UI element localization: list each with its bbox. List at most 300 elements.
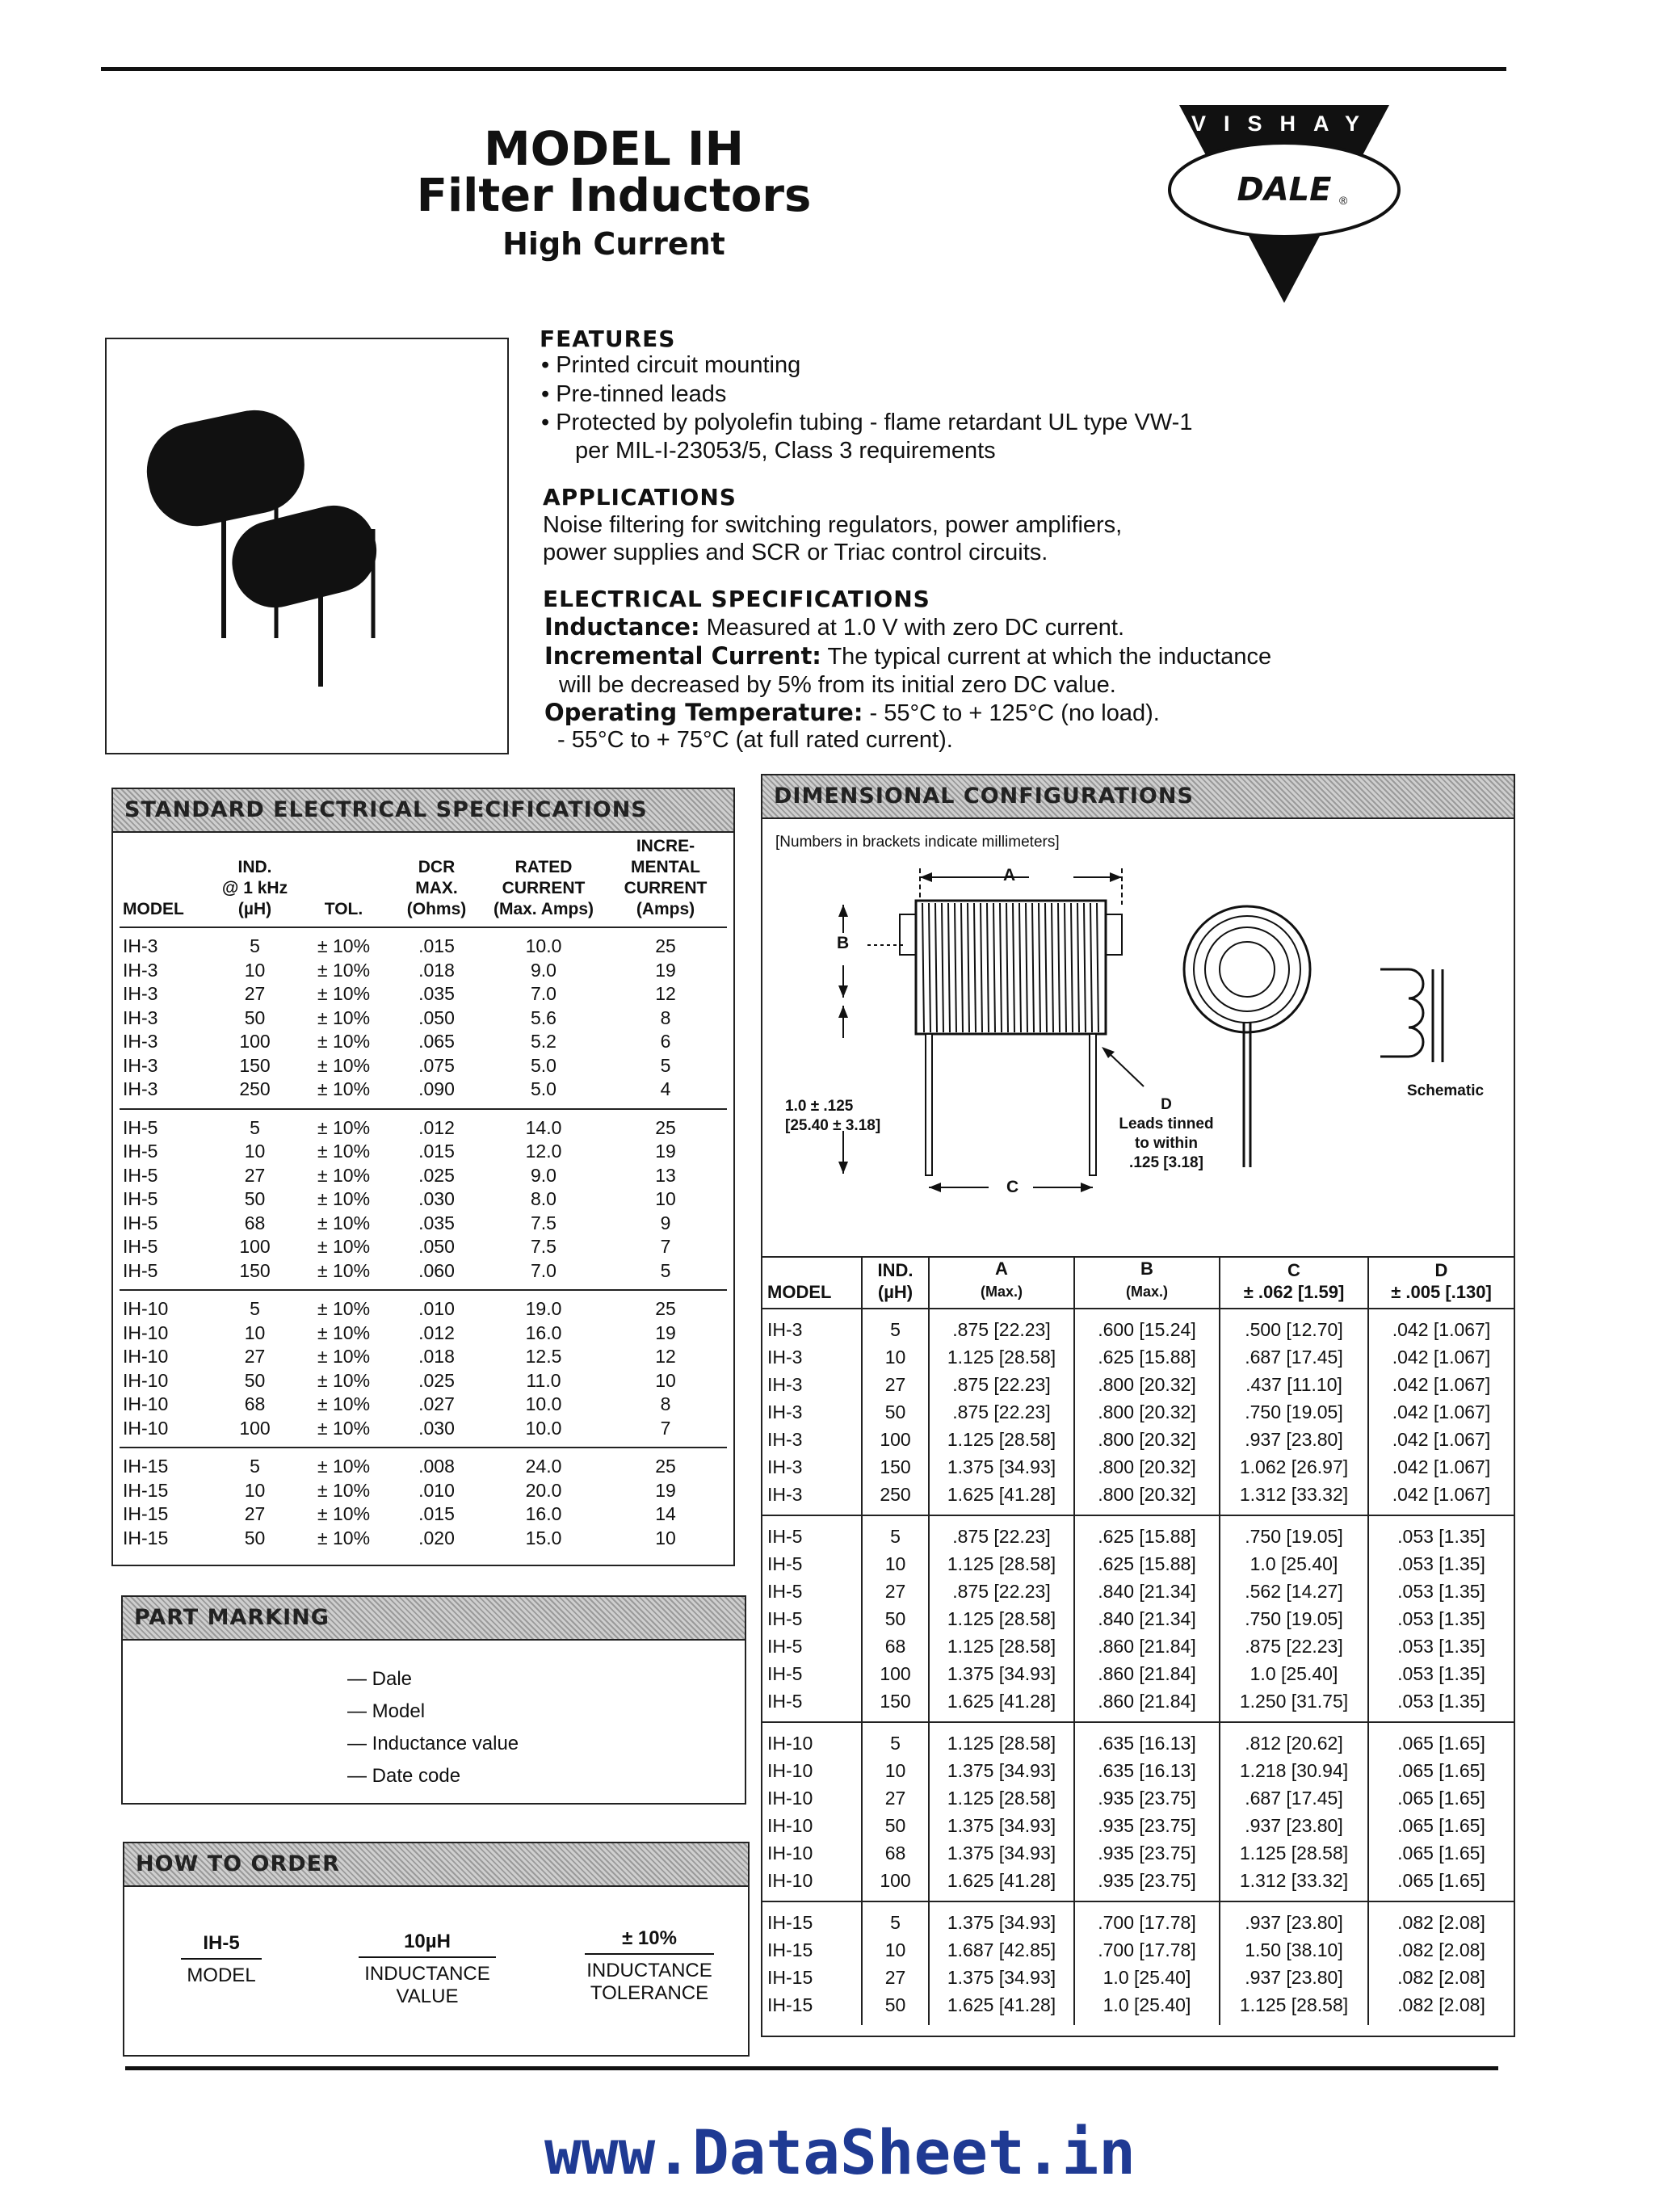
table-cell: 150 — [862, 1687, 929, 1722]
table-cell: ± 10% — [317, 1259, 371, 1281]
applications-heading: APPLICATIONS — [543, 484, 737, 511]
table-cell: 12 — [655, 983, 676, 1004]
applications-text: power supplies and SCR or Triac control circuits. — [543, 540, 1048, 565]
table-cell: 250 — [862, 1481, 929, 1515]
table-cell: .018 — [418, 1346, 455, 1367]
table-cell: 1.50 [38.10] — [1220, 1936, 1368, 1964]
table-cell: 5.0 — [531, 1054, 556, 1076]
table-cell: .687 [17.45] — [1220, 1343, 1368, 1371]
table-cell: .625 [15.88] — [1074, 1515, 1220, 1550]
table-cell: .053 [1.35] — [1397, 1526, 1485, 1547]
table-cell: 27 — [862, 1964, 929, 1991]
table-cell: ± 10% — [317, 1321, 371, 1343]
table-cell: IH-3 — [762, 1453, 862, 1481]
table-cell: 5.2 — [531, 1031, 556, 1052]
col-incremental: INCRE- MENTAL CURRENT (Amps) — [624, 837, 708, 918]
table-cell: .015 — [418, 1503, 455, 1524]
table-cell: IH-15 — [762, 1936, 862, 1964]
table-row — [120, 982, 727, 1006]
table-row — [762, 1515, 1514, 1550]
dim-label-c: C — [1006, 1178, 1019, 1196]
table-cell: 1.375 [34.93] — [929, 1453, 1074, 1481]
footer-watermark: www.DataSheet.in — [544, 2116, 1136, 2188]
table-cell: .635 [16.13] — [1074, 1757, 1220, 1784]
inductor-photo-icon — [107, 339, 507, 753]
table-row — [120, 1078, 727, 1109]
table-row — [120, 1109, 727, 1141]
table-cell: .035 — [418, 1212, 455, 1233]
table-cell: .860 [21.84] — [1074, 1632, 1220, 1660]
table-cell: .082 [2.08] — [1397, 1994, 1485, 2015]
table-row — [762, 1936, 1514, 1964]
table-cell: 8.0 — [531, 1188, 556, 1209]
table-cell: 1.312 [33.32] — [1220, 1867, 1368, 1901]
table-cell: IH-10 — [123, 1417, 169, 1439]
table-cell: IH-10 — [123, 1369, 169, 1391]
table-cell: IH-10 — [762, 1867, 862, 1901]
table-cell: 1.062 [26.97] — [1220, 1453, 1368, 1481]
table-cell: 1.0 [25.40] — [1220, 1550, 1368, 1578]
table-row — [120, 1448, 727, 1479]
table-row — [762, 1757, 1514, 1784]
order-inductance-value: 10µH — [359, 1931, 496, 1958]
schematic-label: Schematic — [1407, 1082, 1485, 1099]
table-row — [120, 1259, 727, 1291]
table-cell: 10 — [244, 1321, 266, 1343]
table-cell: 10 — [655, 1527, 676, 1548]
table-cell: IH-3 — [123, 1054, 158, 1076]
table-cell: 27 — [862, 1578, 929, 1605]
order-model-label: MODEL — [187, 1964, 256, 1986]
temperature-spec-cont: - 55°C to + 75°C (at full rated current). — [557, 727, 953, 753]
table-cell: 5 — [660, 1259, 671, 1281]
table-row — [762, 1371, 1514, 1398]
table-cell: .025 — [418, 1164, 455, 1186]
table-cell: 50 — [862, 1605, 929, 1632]
table-row — [120, 1006, 727, 1031]
table-cell: .090 — [418, 1078, 455, 1099]
table-cell: 10 — [862, 1550, 929, 1578]
table-cell: IH-10 — [123, 1298, 169, 1319]
table-cell: 1.125 [28.58] — [1220, 1839, 1368, 1867]
order-tolerance — [569, 1927, 730, 2005]
table-cell: 50 — [244, 1006, 266, 1028]
table-cell: 27 — [862, 1371, 929, 1398]
table-cell: IH-5 — [762, 1515, 862, 1550]
part-marking-item: — Inductance value — [347, 1733, 519, 1754]
table-cell: 10.0 — [525, 1417, 562, 1439]
table-cell: 10 — [244, 1141, 266, 1162]
table-cell: IH-5 — [123, 1212, 158, 1233]
std-specs-table — [120, 836, 727, 1557]
table-cell: ± 10% — [317, 1031, 371, 1052]
table-cell: 5 — [862, 1515, 929, 1550]
table-cell: .875 [22.23] — [929, 1398, 1074, 1426]
table-cell: .750 [19.05] — [1220, 1515, 1368, 1550]
table-cell: IH-15 — [123, 1527, 169, 1548]
table-cell: 50 — [244, 1188, 266, 1209]
dimensional-table — [762, 1256, 1514, 2025]
table-cell: 1.0 [25.40] — [1074, 1991, 1220, 2025]
table-cell: 8 — [660, 1006, 671, 1028]
table-cell: .030 — [418, 1417, 455, 1439]
table-cell: .437 [11.10] — [1220, 1371, 1368, 1398]
table-cell: .800 [20.32] — [1074, 1426, 1220, 1453]
table-cell: .935 [23.75] — [1074, 1839, 1220, 1867]
table-cell: .082 [2.08] — [1397, 1939, 1485, 1960]
table-cell: .700 [17.78] — [1074, 1901, 1220, 1936]
table-cell: 1.375 [34.93] — [929, 1901, 1074, 1936]
table-cell: 7.5 — [531, 1236, 556, 1257]
table-row — [120, 1212, 727, 1236]
order-inductance-label2: VALUE — [396, 1985, 459, 2007]
table-cell: 16.0 — [525, 1321, 562, 1343]
table-cell: .065 — [418, 1031, 455, 1052]
feature-item: • Pre-tinned leads — [541, 381, 727, 407]
table-cell: IH-10 — [762, 1722, 862, 1757]
dimensional-box — [761, 774, 1515, 2037]
table-cell: IH-10 — [123, 1346, 169, 1367]
table-cell: 13 — [655, 1164, 676, 1186]
table-cell: .053 [1.35] — [1397, 1636, 1485, 1657]
table-cell: 4 — [660, 1078, 671, 1099]
table-cell: .935 [23.75] — [1074, 1867, 1220, 1901]
table-row — [762, 1964, 1514, 1991]
table-row — [762, 1632, 1514, 1660]
table-cell: ± 10% — [317, 1346, 371, 1367]
table-cell: .840 [21.34] — [1074, 1605, 1220, 1632]
table-cell: 1.375 [34.93] — [929, 1757, 1074, 1784]
order-tolerance-label: INDUCTANCE — [586, 1960, 712, 1981]
table-cell: 50 — [862, 1991, 929, 2025]
table-cell: 9.0 — [531, 959, 556, 981]
table-cell: IH-15 — [762, 1901, 862, 1936]
dim-col-a: A (Max.) — [929, 1257, 1074, 1309]
top-rule — [101, 67, 1506, 71]
table-cell: 25 — [655, 1298, 676, 1319]
table-cell: .875 [22.23] — [929, 1515, 1074, 1550]
table-cell: .042 [1.067] — [1392, 1401, 1491, 1422]
table-cell: .053 [1.35] — [1397, 1581, 1485, 1602]
order-inductance — [334, 1931, 520, 2008]
table-cell: .065 [1.65] — [1397, 1788, 1485, 1809]
table-cell: IH-10 — [762, 1839, 862, 1867]
table-cell: 20.0 — [525, 1479, 562, 1501]
table-cell: 7.0 — [531, 1259, 556, 1281]
table-cell: 19.0 — [525, 1298, 562, 1319]
table-row — [762, 1722, 1514, 1757]
table-row — [762, 1578, 1514, 1605]
table-cell: ± 10% — [317, 1141, 371, 1162]
table-cell: 8 — [660, 1393, 671, 1414]
table-cell: .840 [21.34] — [1074, 1578, 1220, 1605]
temperature-spec: Operating Temperature: - 55°C to + 125°C (no load). — [544, 699, 1160, 726]
table-row — [120, 1140, 727, 1164]
table-cell: ± 10% — [317, 1417, 371, 1439]
table-cell: 27 — [862, 1784, 929, 1812]
table-cell: 15.0 — [525, 1527, 562, 1548]
table-cell: 27 — [244, 1164, 266, 1186]
table-cell: 27 — [244, 1346, 266, 1367]
electrical-heading: ELECTRICAL SPECIFICATIONS — [543, 586, 930, 612]
part-marking-item: — Model — [347, 1700, 426, 1722]
table-cell: .935 [23.75] — [1074, 1784, 1220, 1812]
page-title-line2: Filter Inductors — [416, 170, 812, 222]
table-cell: IH-10 — [762, 1784, 862, 1812]
table-cell: 10 — [655, 1369, 676, 1391]
table-cell: .018 — [418, 959, 455, 981]
table-cell: IH-3 — [762, 1309, 862, 1343]
table-cell: 1.625 [41.28] — [929, 1867, 1074, 1901]
table-cell: IH-15 — [762, 1991, 862, 2025]
table-row — [120, 1290, 727, 1321]
table-cell: .050 — [418, 1006, 455, 1028]
table-cell: .015 — [418, 1141, 455, 1162]
table-cell: 7.5 — [531, 1212, 556, 1233]
table-cell: 1.312 [33.32] — [1220, 1481, 1368, 1515]
table-cell: ± 10% — [317, 1503, 371, 1524]
table-row — [762, 1812, 1514, 1839]
table-cell: IH-10 — [762, 1757, 862, 1784]
table-row — [120, 1187, 727, 1212]
table-cell: .012 — [418, 1116, 455, 1138]
table-cell: ± 10% — [317, 1164, 371, 1186]
table-cell: .053 [1.35] — [1397, 1608, 1485, 1629]
table-cell: .082 [2.08] — [1397, 1967, 1485, 1988]
dim-label-b: B — [837, 934, 850, 952]
table-cell: IH-5 — [762, 1687, 862, 1722]
table-cell: .053 [1.35] — [1397, 1663, 1485, 1684]
table-row — [762, 1398, 1514, 1426]
table-cell: .875 [22.23] — [929, 1371, 1074, 1398]
inductance-spec: Inductance: Measured at 1.0 V with zero DC current. — [544, 613, 1125, 641]
table-cell: .800 [20.32] — [1074, 1453, 1220, 1481]
table-cell: IH-5 — [123, 1188, 158, 1209]
table-cell: .750 [19.05] — [1220, 1398, 1368, 1426]
table-cell: 14 — [655, 1503, 676, 1524]
table-cell: .937 [23.80] — [1220, 1964, 1368, 1991]
table-row — [762, 1605, 1514, 1632]
std-specs-banner: STANDARD ELECTRICAL SPECIFICATIONS — [113, 789, 733, 833]
table-cell: IH-5 — [762, 1660, 862, 1687]
table-row — [120, 1345, 727, 1369]
table-cell: 6 — [660, 1031, 671, 1052]
dim-col-ind: IND. (µH) — [862, 1257, 929, 1309]
table-cell: IH-5 — [762, 1632, 862, 1660]
table-cell: .562 [14.27] — [1220, 1578, 1368, 1605]
page-title: MODEL IH — [483, 121, 745, 176]
table-cell: 1.375 [34.93] — [929, 1660, 1074, 1687]
table-cell: 50 — [862, 1812, 929, 1839]
table-cell: ± 10% — [317, 1369, 371, 1391]
table-cell: ± 10% — [317, 1116, 371, 1138]
table-cell: 5 — [862, 1722, 929, 1757]
table-cell: IH-5 — [123, 1164, 158, 1186]
table-cell: 5 — [250, 1456, 260, 1477]
table-cell: 12.5 — [525, 1346, 562, 1367]
logo-vishay-text: VISHAY — [1191, 111, 1378, 136]
table-cell: 10 — [655, 1188, 676, 1209]
table-row — [120, 959, 727, 983]
table-row — [120, 1321, 727, 1346]
table-cell: .937 [23.80] — [1220, 1901, 1368, 1936]
dim-label-a: A — [1003, 866, 1016, 885]
product-photo — [105, 338, 509, 754]
table-cell: 10 — [244, 1479, 266, 1501]
dim-col-b: B (Max.) — [1074, 1257, 1220, 1309]
table-cell: 68 — [862, 1632, 929, 1660]
table-row — [762, 1839, 1514, 1867]
table-cell: ± 10% — [317, 1298, 371, 1319]
table-cell: IH-3 — [123, 983, 158, 1004]
table-cell: 100 — [239, 1031, 271, 1052]
table-cell: 100 — [862, 1426, 929, 1453]
table-cell: .700 [17.78] — [1074, 1936, 1220, 1964]
table-cell: .065 [1.65] — [1397, 1760, 1485, 1781]
how-to-order-box — [123, 1842, 750, 2057]
table-cell: .053 [1.35] — [1397, 1691, 1485, 1712]
table-cell: 1.625 [41.28] — [929, 1991, 1074, 2025]
table-cell: .042 [1.067] — [1392, 1319, 1491, 1340]
col-ind: IND. @ 1 kHz (µH) — [221, 858, 288, 918]
table-cell: 150 — [239, 1259, 271, 1281]
table-cell: 1.125 [28.58] — [929, 1426, 1074, 1453]
table-cell: 27 — [244, 1503, 266, 1524]
table-row — [120, 1164, 727, 1188]
table-cell: 1.218 [30.94] — [1220, 1757, 1368, 1784]
table-cell: 150 — [239, 1054, 271, 1076]
table-cell: IH-10 — [123, 1393, 169, 1414]
table-cell: 100 — [862, 1867, 929, 1901]
table-cell: .010 — [418, 1298, 455, 1319]
table-cell: .042 [1.067] — [1392, 1347, 1491, 1368]
table-cell: 5 — [862, 1309, 929, 1343]
table-row — [120, 1527, 727, 1557]
table-cell: 9 — [660, 1212, 671, 1233]
table-cell: .750 [19.05] — [1220, 1605, 1368, 1632]
table-cell: .042 [1.067] — [1392, 1374, 1491, 1395]
table-cell: 1.375 [34.93] — [929, 1964, 1074, 1991]
table-cell: 68 — [244, 1393, 266, 1414]
table-cell: 24.0 — [525, 1456, 562, 1477]
dim-leads-note: D Leads tinned to within .125 [3.18] — [1119, 1096, 1214, 1171]
table-cell: 68 — [862, 1839, 929, 1867]
table-cell: 14.0 — [525, 1116, 562, 1138]
table-row — [762, 1481, 1514, 1515]
table-cell: 5.0 — [531, 1078, 556, 1099]
table-cell: .030 — [418, 1188, 455, 1209]
table-row — [762, 1867, 1514, 1901]
table-cell: 5 — [862, 1901, 929, 1936]
table-cell: .027 — [418, 1393, 455, 1414]
table-cell: IH-5 — [123, 1236, 158, 1257]
table-cell: .042 [1.067] — [1392, 1484, 1491, 1505]
table-row — [120, 1502, 727, 1527]
table-cell: 1.125 [28.58] — [929, 1550, 1074, 1578]
table-cell: .875 [22.23] — [929, 1578, 1074, 1605]
table-cell: IH-3 — [123, 1078, 158, 1099]
logo-dale-text: DALE — [1237, 171, 1332, 208]
table-cell: 5.6 — [531, 1006, 556, 1028]
std-specs-box — [111, 788, 735, 1566]
table-cell: 5 — [250, 1298, 260, 1319]
table-cell: 1.125 [28.58] — [929, 1343, 1074, 1371]
col-model: MODEL — [123, 900, 184, 918]
table-cell: .860 [21.84] — [1074, 1687, 1220, 1722]
feature-item: • Protected by polyolefin tubing - flame retardant UL type VW-1 — [541, 410, 1193, 435]
table-cell: 10 — [862, 1757, 929, 1784]
table-row — [762, 1550, 1514, 1578]
table-cell: .020 — [418, 1527, 455, 1548]
table-cell: 1.375 [34.93] — [929, 1812, 1074, 1839]
table-cell: ± 10% — [317, 1006, 371, 1028]
how-to-order-banner: HOW TO ORDER — [124, 1843, 748, 1887]
table-cell: .935 [23.75] — [1074, 1812, 1220, 1839]
incremental-spec-cont: will be decreased by 5% from its initial zero DC value. — [559, 672, 1116, 698]
table-cell: 9.0 — [531, 1164, 556, 1186]
table-cell: .008 — [418, 1456, 455, 1477]
table-row — [762, 1901, 1514, 1936]
feature-item: • Printed circuit mounting — [541, 352, 801, 378]
table-cell: IH-3 — [762, 1481, 862, 1515]
table-cell: .687 [17.45] — [1220, 1784, 1368, 1812]
table-cell: 11.0 — [526, 1369, 561, 1391]
table-cell: 10.0 — [525, 1393, 562, 1414]
table-cell: ± 10% — [317, 1078, 371, 1099]
table-cell: .812 [20.62] — [1220, 1722, 1368, 1757]
table-cell: IH-5 — [123, 1141, 158, 1162]
table-cell: 1.250 [31.75] — [1220, 1687, 1368, 1722]
table-cell: .875 [22.23] — [1220, 1632, 1368, 1660]
table-cell: ± 10% — [317, 1188, 371, 1209]
table-cell: ± 10% — [317, 1479, 371, 1501]
table-cell: IH-3 — [762, 1343, 862, 1371]
table-cell: IH-3 — [123, 959, 158, 981]
table-cell: ± 10% — [317, 1456, 371, 1477]
table-cell: 10 — [862, 1936, 929, 1964]
table-cell: 50 — [244, 1369, 266, 1391]
table-cell: .800 [20.32] — [1074, 1371, 1220, 1398]
part-marking-item: — Date code — [347, 1765, 461, 1787]
table-cell: ± 10% — [317, 1212, 371, 1233]
table-cell: 19 — [655, 1321, 676, 1343]
table-cell: IH-3 — [123, 935, 158, 956]
feature-item-cont: per MIL-I-23053/5, Class 3 requirements — [575, 438, 996, 464]
table-cell: IH-15 — [123, 1456, 169, 1477]
table-cell: 16.0 — [525, 1503, 562, 1524]
table-row — [120, 1393, 727, 1417]
table-row — [762, 1453, 1514, 1481]
table-cell: 100 — [862, 1660, 929, 1687]
table-row — [762, 1343, 1514, 1371]
table-cell: .053 [1.35] — [1397, 1553, 1485, 1574]
table-cell: .875 [22.23] — [929, 1309, 1074, 1343]
table-cell: .082 [2.08] — [1397, 1912, 1485, 1933]
dim-lead-length: 1.0 ± .125 [25.40 ± 3.18] — [785, 1098, 881, 1134]
table-row — [120, 1030, 727, 1054]
table-cell: 7.0 — [531, 983, 556, 1004]
dimension-note: [Numbers in brackets indicate millimeters] — [775, 834, 1060, 851]
table-row — [762, 1309, 1514, 1343]
table-cell: .015 — [418, 935, 455, 956]
table-row — [762, 1991, 1514, 2025]
table-cell: 50 — [244, 1527, 266, 1548]
table-row — [762, 1687, 1514, 1722]
table-cell: .625 [15.88] — [1074, 1343, 1220, 1371]
table-cell: .012 — [418, 1321, 455, 1343]
table-cell: .010 — [418, 1479, 455, 1501]
part-marking-item: — Dale — [347, 1668, 413, 1690]
